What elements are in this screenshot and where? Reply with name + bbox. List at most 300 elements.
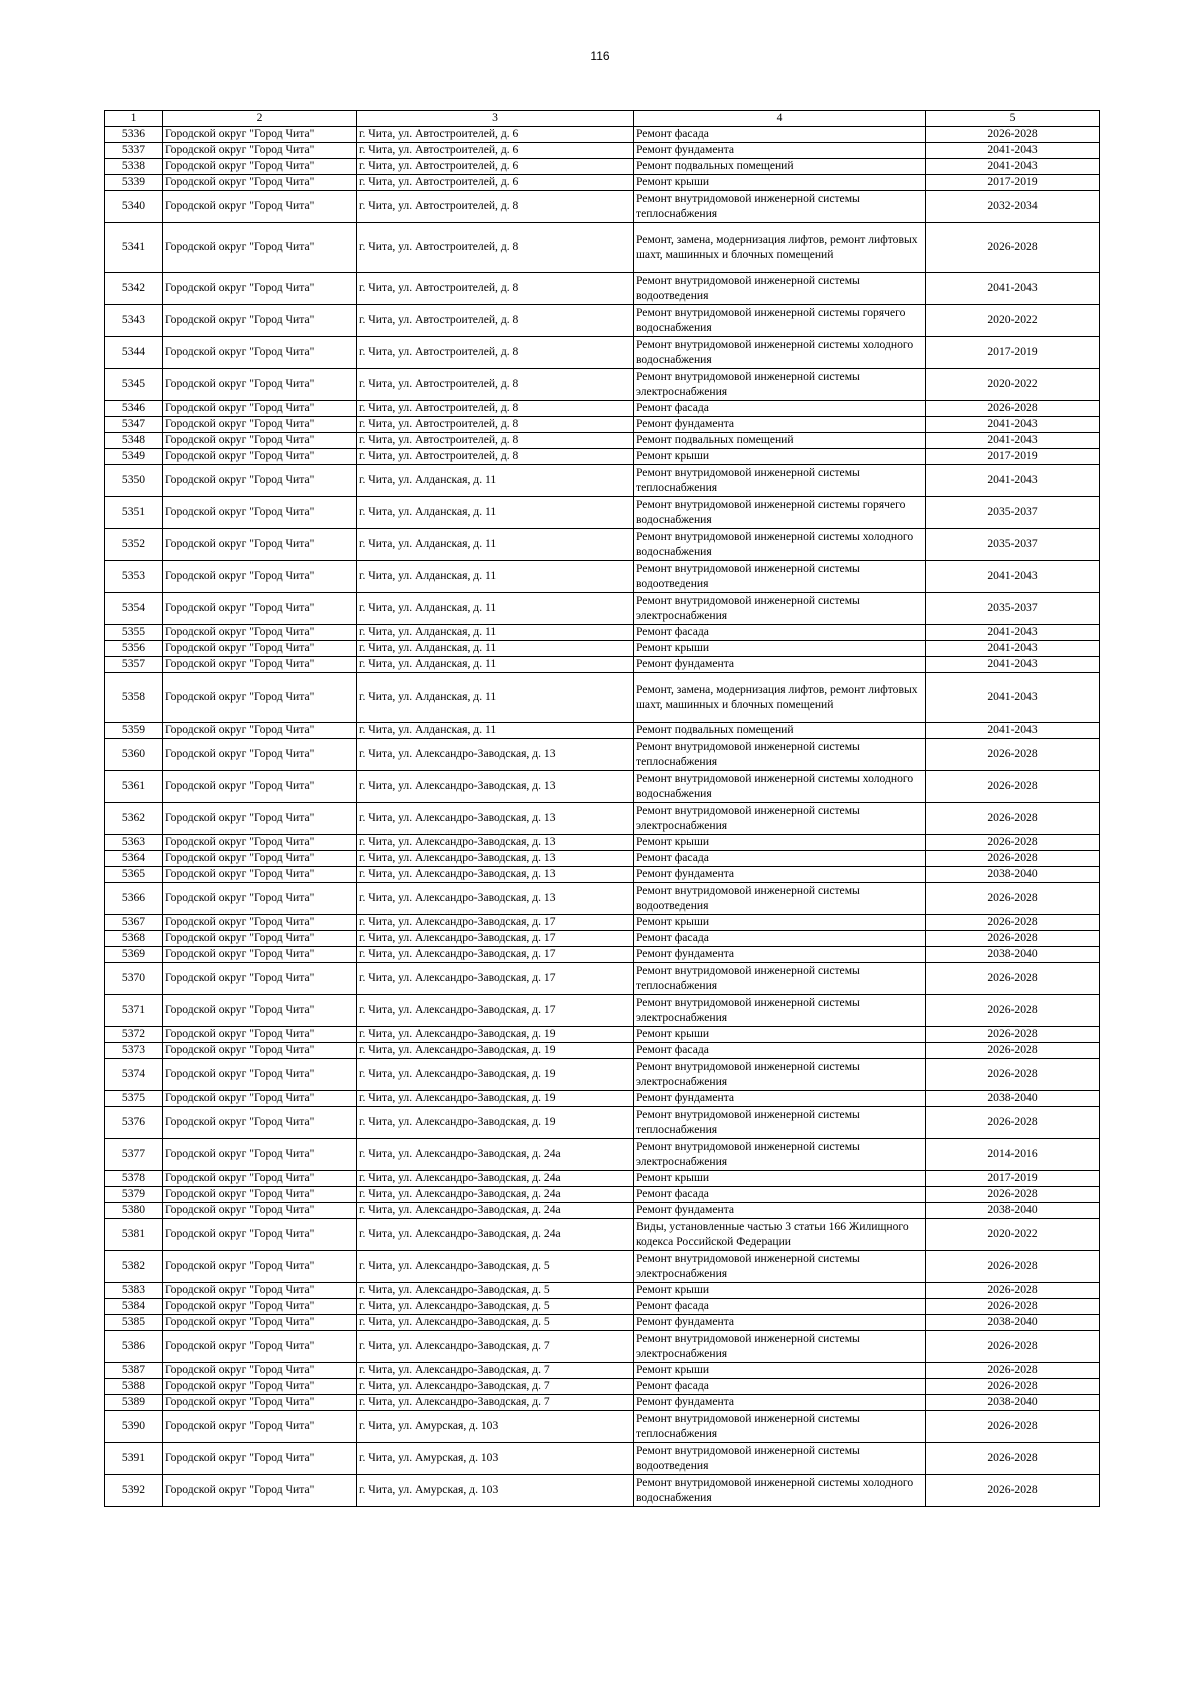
work-type-cell: Ремонт крыши (634, 1171, 926, 1187)
page-number: 116 (590, 49, 610, 63)
period-cell: 2026-2028 (926, 1187, 1100, 1203)
table-row (105, 191, 1100, 223)
address-cell: г. Чита, ул. Алданская, д. 11 (357, 657, 634, 673)
period-cell: 2041-2043 (926, 143, 1100, 159)
work-type-cell: Ремонт подвальных помещений (634, 723, 926, 739)
address-cell: г. Чита, ул. Автостроителей, д. 6 (357, 159, 634, 175)
municipality-cell: Городской округ "Город Чита" (163, 449, 357, 465)
period-cell: 2026-2028 (926, 1475, 1100, 1507)
work-type-cell: Ремонт фасада (634, 1187, 926, 1203)
work-type-cell: Ремонт внутридомовой инженерной системы водоотведения (634, 883, 926, 915)
municipality-cell: Городской округ "Город Чита" (163, 739, 357, 771)
address-cell: г. Чита, ул. Автостроителей, д. 8 (357, 417, 634, 433)
table-row (105, 1475, 1100, 1507)
period-cell: 2026-2028 (926, 931, 1100, 947)
row-number-cell: 5341 (105, 223, 163, 273)
work-type-cell: Ремонт фасада (634, 931, 926, 947)
address-cell: г. Чита, ул. Александро-Заводская, д. 7 (357, 1363, 634, 1379)
work-type-cell: Ремонт фундамента (634, 867, 926, 883)
municipality-cell: Городской округ "Город Чита" (163, 803, 357, 835)
address-cell: г. Чита, ул. Александро-Заводская, д. 17 (357, 947, 634, 963)
municipality-cell: Городской округ "Город Чита" (163, 673, 357, 723)
address-cell: г. Чита, ул. Александро-Заводская, д. 7 (357, 1395, 634, 1411)
table-row (105, 1363, 1100, 1379)
municipality-cell: Городской округ "Город Чита" (163, 1251, 357, 1283)
table-row (105, 915, 1100, 931)
work-type-cell: Ремонт внутридомовой инженерной системы теплоснабжения (634, 963, 926, 995)
work-type-cell: Ремонт крыши (634, 835, 926, 851)
address-cell: г. Чита, ул. Автостроителей, д. 6 (357, 143, 634, 159)
period-cell: 2014-2016 (926, 1139, 1100, 1171)
address-cell: г. Чита, ул. Александро-Заводская, д. 17 (357, 963, 634, 995)
address-cell: г. Чита, ул. Александро-Заводская, д. 5 (357, 1283, 634, 1299)
period-cell: 2038-2040 (926, 1395, 1100, 1411)
table-row (105, 1283, 1100, 1299)
address-cell: г. Чита, ул. Александро-Заводская, д. 13 (357, 835, 634, 851)
period-cell: 2026-2028 (926, 401, 1100, 417)
period-cell: 2026-2028 (926, 127, 1100, 143)
address-cell: г. Чита, ул. Александро-Заводская, д. 24а (357, 1203, 634, 1219)
address-cell: г. Чита, ул. Автостроителей, д. 8 (357, 433, 634, 449)
row-number-cell: 5338 (105, 159, 163, 175)
municipality-cell: Городской округ "Город Чита" (163, 369, 357, 401)
municipality-cell: Городской округ "Город Чита" (163, 497, 357, 529)
work-type-cell: Ремонт внутридомовой инженерной системы электроснабжения (634, 1331, 926, 1363)
municipality-cell: Городской округ "Город Чита" (163, 1299, 357, 1315)
row-number-cell: 5364 (105, 851, 163, 867)
table-row (105, 1331, 1100, 1363)
work-type-cell: Ремонт внутридомовой инженерной системы электроснабжения (634, 1059, 926, 1091)
period-cell: 2035-2037 (926, 593, 1100, 625)
table-row (105, 803, 1100, 835)
table-row (105, 1315, 1100, 1331)
table-row (105, 867, 1100, 883)
table-row (105, 1171, 1100, 1187)
table-row (105, 449, 1100, 465)
row-number-cell: 5362 (105, 803, 163, 835)
table-row (105, 497, 1100, 529)
municipality-cell: Городской округ "Город Чита" (163, 561, 357, 593)
work-type-cell: Ремонт фундамента (634, 1203, 926, 1219)
row-number-cell: 5392 (105, 1475, 163, 1507)
address-cell: г. Чита, ул. Александро-Заводская, д. 24а (357, 1219, 634, 1251)
table-row (105, 835, 1100, 851)
table-row (105, 673, 1100, 723)
period-cell: 2017-2019 (926, 449, 1100, 465)
municipality-cell: Городской округ "Город Чита" (163, 867, 357, 883)
table-row (105, 1411, 1100, 1443)
table-row (105, 657, 1100, 673)
row-number-cell: 5345 (105, 369, 163, 401)
municipality-cell: Городской округ "Город Чита" (163, 1379, 357, 1395)
municipality-cell: Городской округ "Город Чита" (163, 835, 357, 851)
work-type-cell: Ремонт внутридомовой инженерной системы электроснабжения (634, 593, 926, 625)
address-cell: г. Чита, ул. Автостроителей, д. 8 (357, 401, 634, 417)
row-number-cell: 5360 (105, 739, 163, 771)
municipality-cell: Городской округ "Город Чита" (163, 1203, 357, 1219)
work-type-cell: Ремонт крыши (634, 1283, 926, 1299)
work-type-cell: Ремонт фундамента (634, 417, 926, 433)
period-cell: 2038-2040 (926, 867, 1100, 883)
work-type-cell: Ремонт внутридомовой инженерной системы теплоснабжения (634, 1107, 926, 1139)
municipality-cell: Городской округ "Город Чита" (163, 995, 357, 1027)
period-cell: 2026-2028 (926, 915, 1100, 931)
period-cell: 2026-2028 (926, 995, 1100, 1027)
period-cell: 2041-2043 (926, 273, 1100, 305)
municipality-cell: Городской округ "Город Чита" (163, 1443, 357, 1475)
row-number-cell: 5356 (105, 641, 163, 657)
table-row (105, 337, 1100, 369)
period-cell: 2026-2028 (926, 739, 1100, 771)
row-number-cell: 5389 (105, 1395, 163, 1411)
period-cell: 2041-2043 (926, 465, 1100, 497)
municipality-cell: Городской округ "Город Чита" (163, 1027, 357, 1043)
work-type-cell: Ремонт внутридомовой инженерной системы теплоснабжения (634, 191, 926, 223)
municipality-cell: Городской округ "Город Чита" (163, 433, 357, 449)
row-number-cell: 5352 (105, 529, 163, 561)
municipality-cell: Городской округ "Город Чита" (163, 1331, 357, 1363)
work-type-cell: Ремонт крыши (634, 1027, 926, 1043)
municipality-cell: Городской округ "Город Чита" (163, 1411, 357, 1443)
row-number-cell: 5369 (105, 947, 163, 963)
table-body (105, 127, 1100, 1507)
period-cell: 2026-2028 (926, 1283, 1100, 1299)
municipality-cell: Городской округ "Город Чита" (163, 417, 357, 433)
address-cell: г. Чита, ул. Алданская, д. 11 (357, 723, 634, 739)
period-cell: 2041-2043 (926, 641, 1100, 657)
table-row (105, 175, 1100, 191)
table-row (105, 1219, 1100, 1251)
address-cell: г. Чита, ул. Автостроителей, д. 6 (357, 175, 634, 191)
table-row (105, 851, 1100, 867)
row-number-cell: 5336 (105, 127, 163, 143)
work-type-cell: Ремонт фундамента (634, 657, 926, 673)
work-type-cell: Виды, установленные частью 3 статьи 166 Жилищного кодекса Российской Федерации (634, 1219, 926, 1251)
work-type-cell: Ремонт крыши (634, 175, 926, 191)
address-cell: г. Чита, ул. Александро-Заводская, д. 13 (357, 867, 634, 883)
period-cell: 2026-2028 (926, 1331, 1100, 1363)
period-cell: 2035-2037 (926, 497, 1100, 529)
municipality-cell: Городской округ "Город Чита" (163, 1315, 357, 1331)
work-type-cell: Ремонт, замена, модернизация лифтов, ремонт лифтовых шахт, машинных и блочных помещений (634, 673, 926, 723)
work-type-cell: Ремонт фундамента (634, 1395, 926, 1411)
table-row (105, 1443, 1100, 1475)
table-row (105, 641, 1100, 657)
work-type-cell: Ремонт внутридомовой инженерной системы электроснабжения (634, 369, 926, 401)
municipality-cell: Городской округ "Город Чита" (163, 1043, 357, 1059)
municipality-cell: Городской округ "Город Чита" (163, 1091, 357, 1107)
municipality-cell: Городской округ "Город Чита" (163, 1395, 357, 1411)
address-cell: г. Чита, ул. Александро-Заводская, д. 13 (357, 739, 634, 771)
period-cell: 2017-2019 (926, 1171, 1100, 1187)
period-cell: 2026-2028 (926, 1059, 1100, 1091)
address-cell: г. Чита, ул. Алданская, д. 11 (357, 625, 634, 641)
row-number-cell: 5342 (105, 273, 163, 305)
row-number-cell: 5363 (105, 835, 163, 851)
row-number-cell: 5347 (105, 417, 163, 433)
row-number-cell: 5349 (105, 449, 163, 465)
work-type-cell: Ремонт фасада (634, 401, 926, 417)
work-type-cell: Ремонт фасада (634, 1379, 926, 1395)
table-row (105, 273, 1100, 305)
work-type-cell: Ремонт фасада (634, 1043, 926, 1059)
work-type-cell: Ремонт внутридомовой инженерной системы водоотведения (634, 561, 926, 593)
work-type-cell: Ремонт фасада (634, 625, 926, 641)
address-cell: г. Чита, ул. Александро-Заводская, д. 13 (357, 851, 634, 867)
period-cell: 2041-2043 (926, 723, 1100, 739)
header-cell: 3 (357, 111, 634, 127)
row-number-cell: 5354 (105, 593, 163, 625)
work-type-cell: Ремонт внутридомовой инженерной системы водоотведения (634, 273, 926, 305)
work-type-cell: Ремонт внутридомовой инженерной системы электроснабжения (634, 1251, 926, 1283)
address-cell: г. Чита, ул. Александро-Заводская, д. 17 (357, 931, 634, 947)
municipality-cell: Городской округ "Город Чита" (163, 1059, 357, 1091)
row-number-cell: 5380 (105, 1203, 163, 1219)
table-row (105, 127, 1100, 143)
address-cell: г. Чита, ул. Алданская, д. 11 (357, 673, 634, 723)
row-number-cell: 5373 (105, 1043, 163, 1059)
municipality-cell: Городской округ "Город Чита" (163, 143, 357, 159)
period-cell: 2026-2028 (926, 1251, 1100, 1283)
period-cell: 2026-2028 (926, 963, 1100, 995)
work-type-cell: Ремонт внутридомовой инженерной системы холодного водоснабжения (634, 529, 926, 561)
period-cell: 2041-2043 (926, 561, 1100, 593)
municipality-cell: Городской округ "Город Чита" (163, 947, 357, 963)
period-cell: 2026-2028 (926, 1027, 1100, 1043)
address-cell: г. Чита, ул. Александро-Заводская, д. 7 (357, 1331, 634, 1363)
period-cell: 2038-2040 (926, 947, 1100, 963)
row-number-cell: 5386 (105, 1331, 163, 1363)
work-type-cell: Ремонт фундамента (634, 1315, 926, 1331)
municipality-cell: Городской округ "Город Чита" (163, 1219, 357, 1251)
table-row (105, 561, 1100, 593)
period-cell: 2026-2028 (926, 803, 1100, 835)
work-type-cell: Ремонт внутридомовой инженерной системы водоотведения (634, 1443, 926, 1475)
row-number-cell: 5359 (105, 723, 163, 739)
work-type-cell: Ремонт внутридомовой инженерной системы электроснабжения (634, 995, 926, 1027)
municipality-cell: Городской округ "Город Чита" (163, 273, 357, 305)
table-row (105, 963, 1100, 995)
table-row (105, 433, 1100, 449)
address-cell: г. Чита, ул. Амурская, д. 103 (357, 1443, 634, 1475)
table-row (105, 593, 1100, 625)
work-type-cell: Ремонт внутридомовой инженерной системы электроснабжения (634, 803, 926, 835)
period-cell: 2038-2040 (926, 1091, 1100, 1107)
address-cell: г. Чита, ул. Автостроителей, д. 8 (357, 305, 634, 337)
address-cell: г. Чита, ул. Автостроителей, д. 6 (357, 127, 634, 143)
table-row (105, 931, 1100, 947)
work-type-cell: Ремонт внутридомовой инженерной системы теплоснабжения (634, 1411, 926, 1443)
row-number-cell: 5375 (105, 1091, 163, 1107)
municipality-cell: Городской округ "Город Чита" (163, 723, 357, 739)
period-cell: 2026-2028 (926, 883, 1100, 915)
municipality-cell: Городской округ "Город Чита" (163, 771, 357, 803)
address-cell: г. Чита, ул. Автостроителей, д. 8 (357, 369, 634, 401)
row-number-cell: 5372 (105, 1027, 163, 1043)
period-cell: 2026-2028 (926, 1363, 1100, 1379)
table-row (105, 739, 1100, 771)
header-cell: 1 (105, 111, 163, 127)
period-cell: 2017-2019 (926, 175, 1100, 191)
table-row (105, 1027, 1100, 1043)
municipality-cell: Городской округ "Город Чита" (163, 593, 357, 625)
row-number-cell: 5351 (105, 497, 163, 529)
address-cell: г. Чита, ул. Алданская, д. 11 (357, 497, 634, 529)
municipality-cell: Городской округ "Город Чита" (163, 883, 357, 915)
work-type-cell: Ремонт фасада (634, 1299, 926, 1315)
header-cell: 5 (926, 111, 1100, 127)
address-cell: г. Чита, ул. Автостроителей, д. 8 (357, 223, 634, 273)
municipality-cell: Городской округ "Город Чита" (163, 915, 357, 931)
work-type-cell: Ремонт, замена, модернизация лифтов, ремонт лифтовых шахт, машинных и блочных помещений (634, 223, 926, 273)
period-cell: 2041-2043 (926, 417, 1100, 433)
row-number-cell: 5388 (105, 1379, 163, 1395)
address-cell: г. Чита, ул. Алданская, д. 11 (357, 529, 634, 561)
municipality-cell: Городской округ "Город Чита" (163, 127, 357, 143)
row-number-cell: 5340 (105, 191, 163, 223)
header-row (105, 111, 1100, 127)
row-number-cell: 5358 (105, 673, 163, 723)
municipality-cell: Городской округ "Город Чита" (163, 337, 357, 369)
period-cell: 2041-2043 (926, 673, 1100, 723)
address-cell: г. Чита, ул. Александро-Заводская, д. 19 (357, 1091, 634, 1107)
table-row (105, 369, 1100, 401)
municipality-cell: Городской округ "Город Чита" (163, 625, 357, 641)
row-number-cell: 5383 (105, 1283, 163, 1299)
table-row (105, 1187, 1100, 1203)
table-row (105, 625, 1100, 641)
work-type-cell: Ремонт внутридомовой инженерной системы холодного водоснабжения (634, 1475, 926, 1507)
work-type-cell: Ремонт фасада (634, 851, 926, 867)
row-number-cell: 5381 (105, 1219, 163, 1251)
row-number-cell: 5353 (105, 561, 163, 593)
municipality-cell: Городской округ "Город Чита" (163, 1475, 357, 1507)
row-number-cell: 5343 (105, 305, 163, 337)
municipality-cell: Городской округ "Город Чита" (163, 1139, 357, 1171)
address-cell: г. Чита, ул. Александро-Заводская, д. 5 (357, 1315, 634, 1331)
period-cell: 2026-2028 (926, 1379, 1100, 1395)
row-number-cell: 5382 (105, 1251, 163, 1283)
work-type-cell: Ремонт крыши (634, 449, 926, 465)
municipality-cell: Городской округ "Город Чита" (163, 963, 357, 995)
table-row (105, 1091, 1100, 1107)
table-row (105, 417, 1100, 433)
address-cell: г. Чита, ул. Амурская, д. 103 (357, 1475, 634, 1507)
period-cell: 2026-2028 (926, 1411, 1100, 1443)
row-number-cell: 5355 (105, 625, 163, 641)
address-cell: г. Чита, ул. Александро-Заводская, д. 13 (357, 883, 634, 915)
table-row (105, 1299, 1100, 1315)
table-row (105, 771, 1100, 803)
address-cell: г. Чита, ул. Александро-Заводская, д. 19 (357, 1027, 634, 1043)
municipality-cell: Городской округ "Город Чита" (163, 175, 357, 191)
municipality-cell: Городской округ "Город Чита" (163, 529, 357, 561)
row-number-cell: 5350 (105, 465, 163, 497)
period-cell: 2026-2028 (926, 835, 1100, 851)
work-type-cell: Ремонт крыши (634, 1363, 926, 1379)
table-row (105, 529, 1100, 561)
row-number-cell: 5379 (105, 1187, 163, 1203)
period-cell: 2020-2022 (926, 1219, 1100, 1251)
address-cell: г. Чита, ул. Александро-Заводская, д. 13 (357, 771, 634, 803)
table-row (105, 1251, 1100, 1283)
table-row (105, 947, 1100, 963)
row-number-cell: 5378 (105, 1171, 163, 1187)
work-type-cell: Ремонт крыши (634, 915, 926, 931)
municipality-cell: Городской округ "Город Чита" (163, 851, 357, 867)
header-cell: 2 (163, 111, 357, 127)
address-cell: г. Чита, ул. Автостроителей, д. 8 (357, 337, 634, 369)
period-cell: 2035-2037 (926, 529, 1100, 561)
municipality-cell: Городской округ "Город Чита" (163, 191, 357, 223)
address-cell: г. Чита, ул. Александро-Заводская, д. 24а (357, 1171, 634, 1187)
header-cell: 4 (634, 111, 926, 127)
work-type-cell: Ремонт крыши (634, 641, 926, 657)
address-cell: г. Чита, ул. Александро-Заводская, д. 19 (357, 1059, 634, 1091)
period-cell: 2026-2028 (926, 1299, 1100, 1315)
address-cell: г. Чита, ул. Александро-Заводская, д. 13 (357, 803, 634, 835)
work-type-cell: Ремонт внутридомовой инженерной системы электроснабжения (634, 1139, 926, 1171)
address-cell: г. Чита, ул. Алданская, д. 11 (357, 593, 634, 625)
table-row (105, 465, 1100, 497)
work-type-cell: Ремонт внутридомовой инженерной системы теплоснабжения (634, 739, 926, 771)
row-number-cell: 5344 (105, 337, 163, 369)
row-number-cell: 5371 (105, 995, 163, 1027)
period-cell: 2026-2028 (926, 223, 1100, 273)
row-number-cell: 5365 (105, 867, 163, 883)
work-type-cell: Ремонт фундамента (634, 1091, 926, 1107)
table-row (105, 1043, 1100, 1059)
row-number-cell: 5370 (105, 963, 163, 995)
work-type-cell: Ремонт внутридомовой инженерной системы горячего водоснабжения (634, 497, 926, 529)
row-number-cell: 5390 (105, 1411, 163, 1443)
municipality-cell: Городской округ "Город Чита" (163, 657, 357, 673)
work-type-cell: Ремонт внутридомовой инженерной системы теплоснабжения (634, 465, 926, 497)
row-number-cell: 5385 (105, 1315, 163, 1331)
address-cell: г. Чита, ул. Александро-Заводская, д. 17 (357, 995, 634, 1027)
work-type-cell: Ремонт фундамента (634, 143, 926, 159)
table-row (105, 1139, 1100, 1171)
row-number-cell: 5377 (105, 1139, 163, 1171)
table-row (105, 143, 1100, 159)
row-number-cell: 5337 (105, 143, 163, 159)
period-cell: 2020-2022 (926, 369, 1100, 401)
address-cell: г. Чита, ул. Автостроителей, д. 8 (357, 191, 634, 223)
row-number-cell: 5376 (105, 1107, 163, 1139)
table-row (105, 223, 1100, 273)
address-cell: г. Чита, ул. Амурская, д. 103 (357, 1411, 634, 1443)
table-row (105, 1395, 1100, 1411)
address-cell: г. Чита, ул. Автостроителей, д. 8 (357, 273, 634, 305)
period-cell: 2026-2028 (926, 1107, 1100, 1139)
address-cell: г. Чита, ул. Александро-Заводская, д. 24а (357, 1187, 634, 1203)
address-cell: г. Чита, ул. Алданская, д. 11 (357, 641, 634, 657)
row-number-cell: 5374 (105, 1059, 163, 1091)
period-cell: 2020-2022 (926, 305, 1100, 337)
row-number-cell: 5367 (105, 915, 163, 931)
period-cell: 2026-2028 (926, 771, 1100, 803)
municipality-cell: Городской округ "Город Чита" (163, 1187, 357, 1203)
row-number-cell: 5384 (105, 1299, 163, 1315)
address-cell: г. Чита, ул. Александро-Заводская, д. 24а (357, 1139, 634, 1171)
municipality-cell: Городской округ "Город Чита" (163, 931, 357, 947)
address-cell: г. Чита, ул. Александро-Заводская, д. 19 (357, 1107, 634, 1139)
work-type-cell: Ремонт подвальных помещений (634, 159, 926, 175)
period-cell: 2041-2043 (926, 625, 1100, 641)
table-row (105, 883, 1100, 915)
address-cell: г. Чита, ул. Алданская, д. 11 (357, 561, 634, 593)
period-cell: 2041-2043 (926, 433, 1100, 449)
